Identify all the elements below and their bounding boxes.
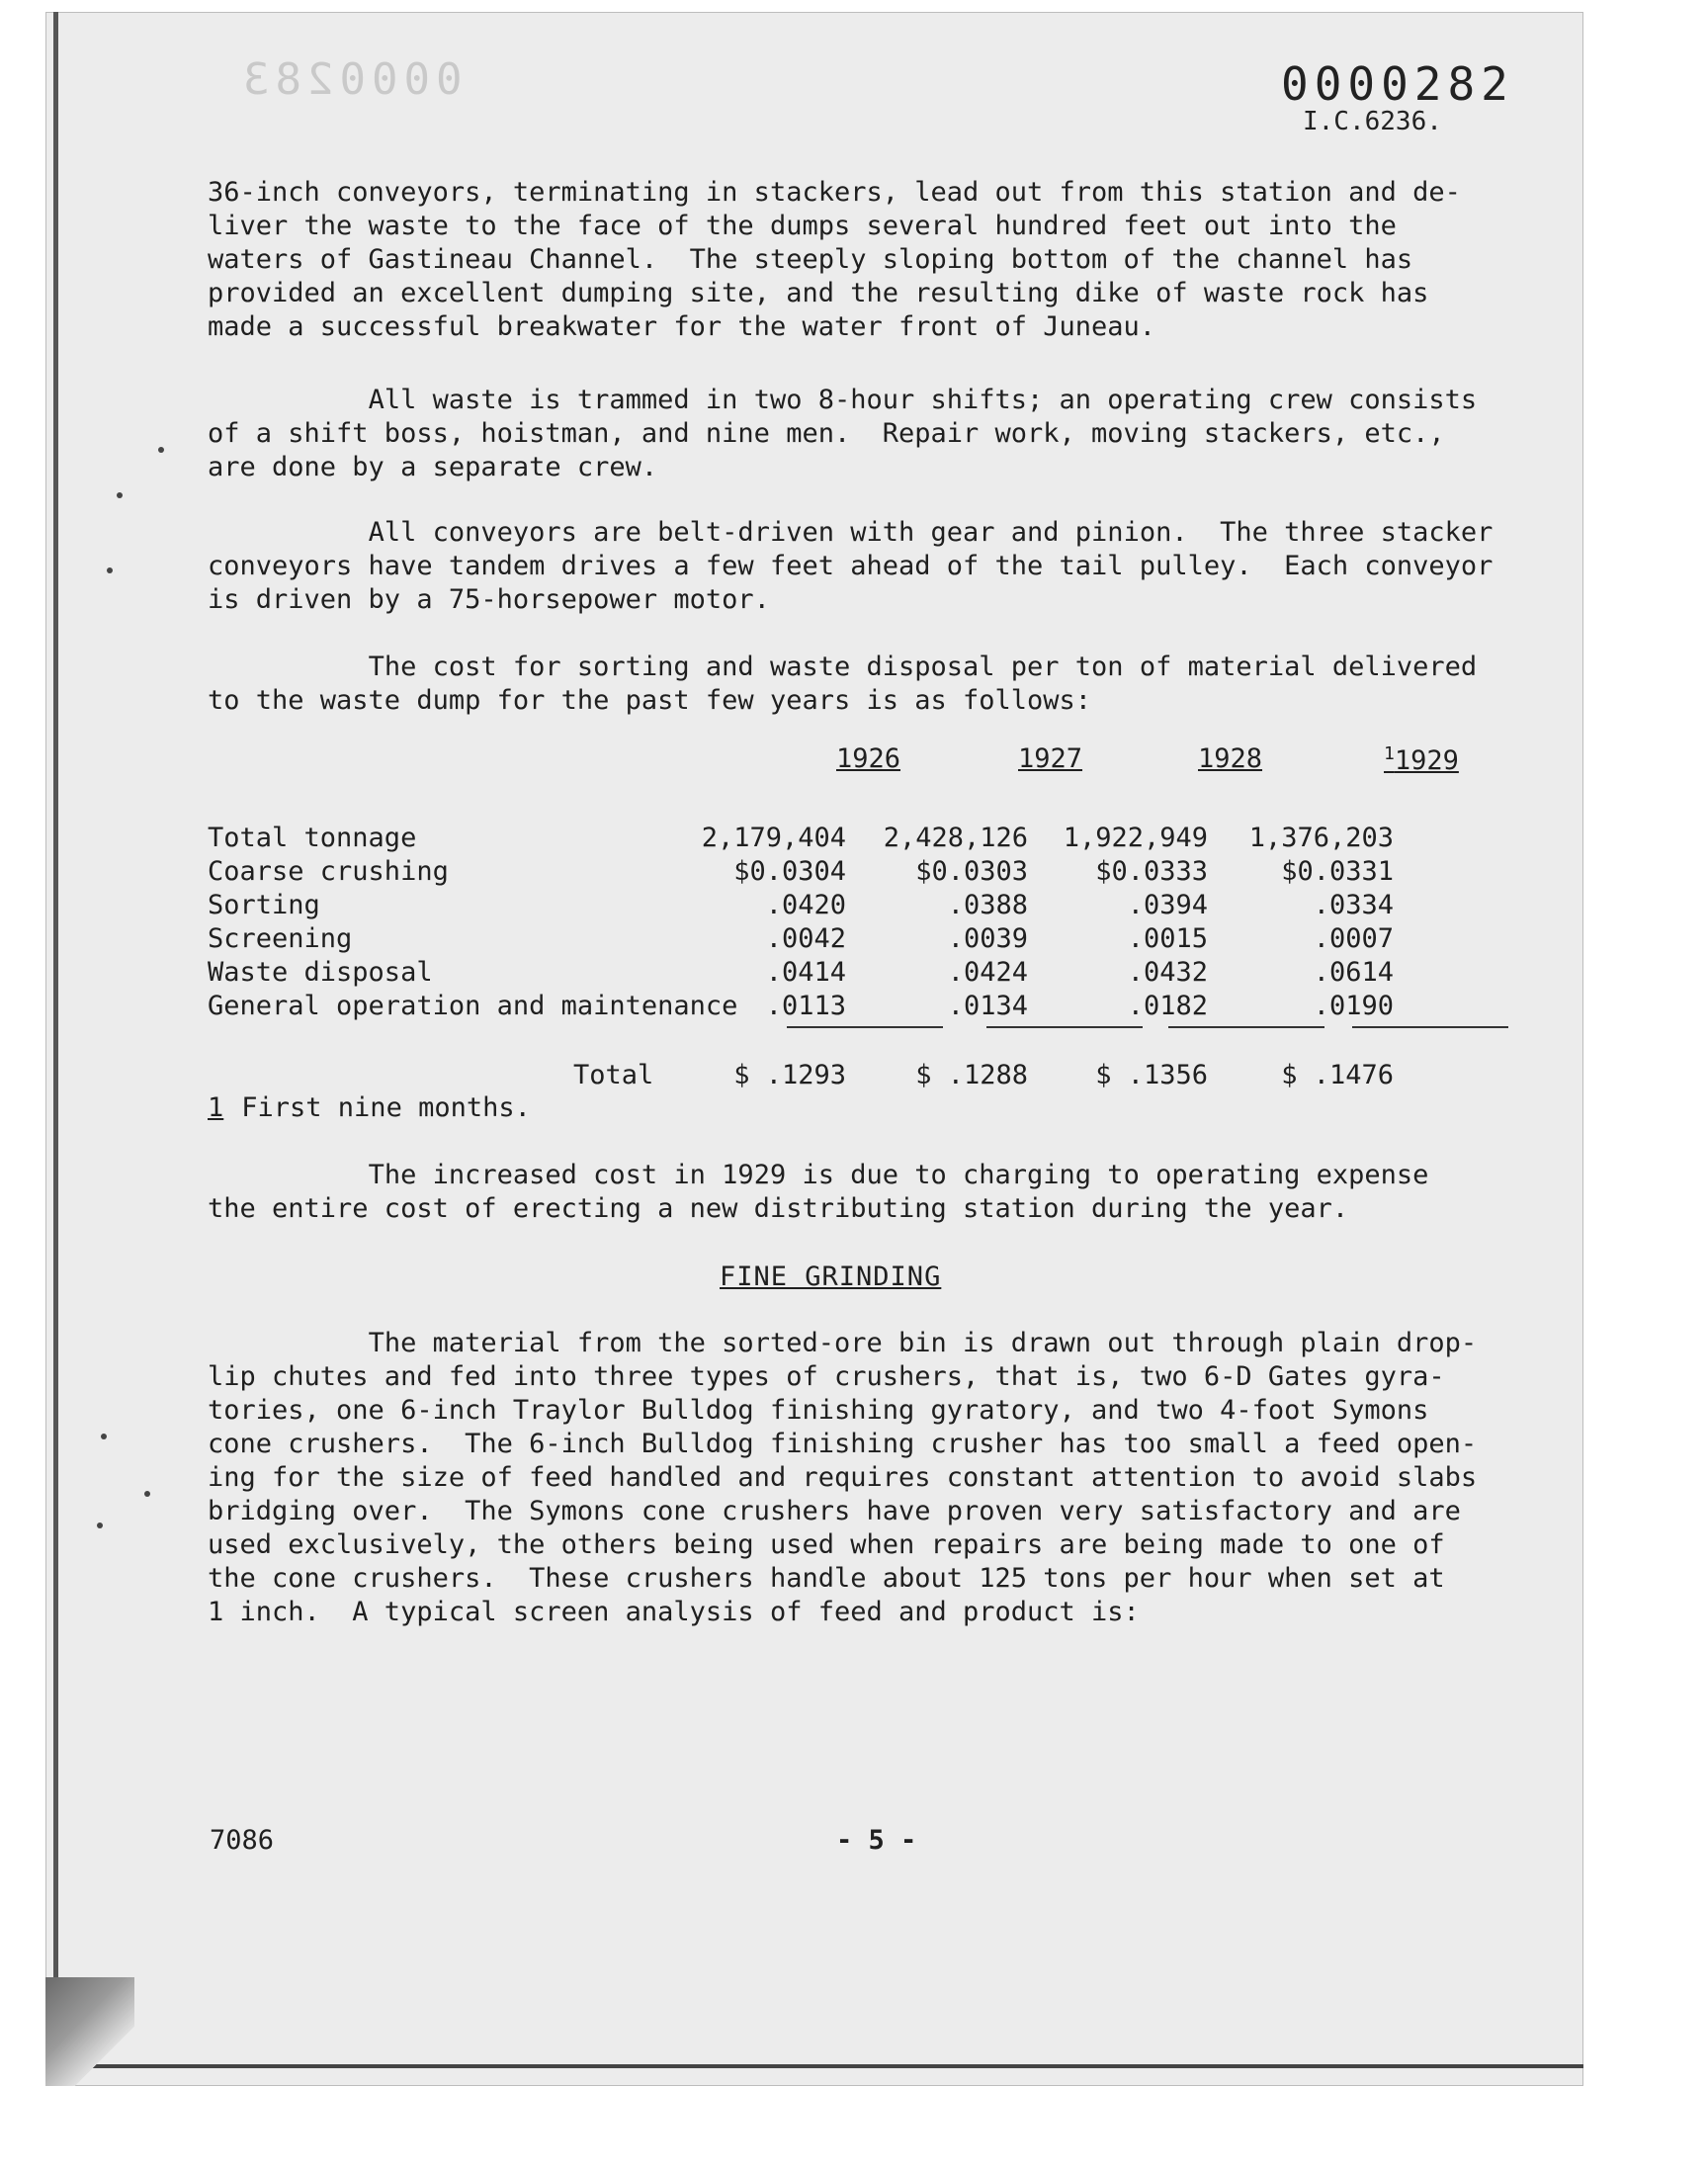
total-1928: $ .1356 (1095, 1060, 1208, 1090)
sum-rule (1168, 1026, 1324, 1028)
document-reference: I.C.6236. (1303, 107, 1442, 136)
bleed-through-number: 0000283 (237, 54, 463, 105)
row-label: Screening (208, 923, 353, 954)
year-header-1928: 1928 (1198, 743, 1263, 774)
row-coarse-crushing (208, 856, 1522, 890)
row-label: Sorting (208, 890, 320, 920)
total-1929: $ .1476 (1281, 1060, 1394, 1090)
cell-1928: .0394 (1127, 890, 1208, 920)
sum-rule (1352, 1026, 1508, 1028)
cell-1929: .0334 (1313, 890, 1394, 920)
row-general-operation (208, 991, 1522, 1024)
paragraph-waste-trammed: All waste is trammed in two 8-hour shifts; an operating crew consists of a shift boss, hoistman, and nine men. Repair work, moving stackers, etc., are done by a separate crew. (208, 385, 1478, 482)
cell-1927: 2,428,126 (883, 823, 1028, 853)
speck (107, 567, 113, 573)
cell-1929: .0614 (1313, 957, 1394, 988)
year-header-1927: 1927 (1018, 743, 1083, 774)
cell-1926: .0113 (765, 991, 846, 1021)
row-label: General operation and maintenance (208, 991, 738, 1021)
paragraph-fine-grinding: The material from the sorted-ore bin is drawn out through plain drop- lip chutes and fed into three types of crushers, that is, two 6-D Gates gyra- tories, one 6-inch Traylor Bulldog finishing gyratory, and two 4-foot Symons cone crushers. The 6-inch Bulldog finishing crusher has too small a feed open- ing for the size of feed handled and requires constant attention to avoid slabs bridging over. The Symons cone crushers have proven very satisfactory and are used exclusively, the others being used when repairs are being made to one of the cone crushers. These crushers handle about 125 tons per hour when set at 1 inch. A typical screen analysis of feed and product is: (208, 1328, 1478, 1627)
footnote (208, 1092, 531, 1123)
paragraph-cost-intro: The cost for sorting and waste disposal per ton of material delivered to the waste dump for the past few years is as follows: (208, 652, 1478, 716)
cell-1927: .0134 (947, 991, 1028, 1021)
total-1927: $ .1288 (915, 1060, 1028, 1090)
row-label: Waste disposal (208, 957, 433, 988)
row-total-tonnage (208, 823, 1522, 856)
footer-code: 7086 (210, 1825, 275, 1856)
cell-1926: .0414 (765, 957, 846, 988)
speck (101, 1434, 107, 1439)
paragraph-conveyors: 36-inch conveyors, terminating in stackers, lead out from this station and de- liver the waste to the face of the dumps several hundred feet out into the waters of Gastineau Channel. The steeply sloping bottom of the channel has provided an excellent dumping site, and the resulting dike of waste rock has made a successful breakwater for the water front of Juneau. (208, 177, 1461, 342)
year-header-1926: 1926 (836, 743, 901, 774)
cell-1927: .0424 (947, 957, 1028, 988)
row-total (208, 1060, 1522, 1093)
sum-rule (787, 1026, 943, 1028)
section-heading: FINE GRINDING (720, 1262, 942, 1292)
row-sorting (208, 890, 1522, 923)
footnote-marker: 1 (1384, 743, 1395, 764)
cell-1926: 2,179,404 (701, 823, 846, 853)
cell-1926: $0.0304 (733, 856, 846, 887)
footnote-marker-label: 1 (208, 1092, 224, 1123)
cell-1929: 1,376,203 (1248, 823, 1394, 853)
row-label: Coarse crushing (208, 856, 449, 887)
cell-1926: .0042 (765, 923, 846, 954)
row-waste-disposal (208, 957, 1522, 991)
cell-1927: $0.0303 (915, 856, 1028, 887)
cell-1927: .0388 (947, 890, 1028, 920)
cell-1928: .0015 (1127, 923, 1208, 954)
cell-1929: $0.0331 (1281, 856, 1394, 887)
paragraph-increased-cost: The increased cost in 1929 is due to charging to operating expense the entire cost of erecting a new distributing station during the year. (208, 1160, 1429, 1224)
document-number: 0000282 (1281, 57, 1514, 111)
page-number: - 5 - (836, 1825, 917, 1856)
cell-1928: $0.0333 (1095, 856, 1208, 887)
folded-corner (45, 1977, 134, 2086)
sum-rule (986, 1026, 1143, 1028)
cell-1928: .0182 (1127, 991, 1208, 1021)
speck (144, 1491, 150, 1497)
year-header-1929: $^1$1929 (1384, 743, 1459, 776)
total-label: Total (573, 1060, 654, 1090)
speck (117, 492, 123, 498)
cell-1928: 1,922,949 (1063, 823, 1208, 853)
speck (97, 1522, 103, 1528)
cell-1927: .0039 (947, 923, 1028, 954)
paragraph-belt-driven: All conveyors are belt-driven with gear and pinion. The three stacker conveyors have tandem drives a few feet ahead of the tail pulley. Each conveyor is driven by a 75-horsepower motor. (208, 517, 1494, 615)
row-screening (208, 923, 1522, 957)
footnote-text: First nine months. (241, 1092, 531, 1123)
cell-1929: .0190 (1313, 991, 1394, 1021)
cell-1928: .0432 (1127, 957, 1208, 988)
speck (158, 447, 164, 453)
row-label: Total tonnage (208, 823, 417, 853)
cell-1926: .0420 (765, 890, 846, 920)
cell-1929: .0007 (1313, 923, 1394, 954)
total-1926: $ .1293 (733, 1060, 846, 1090)
